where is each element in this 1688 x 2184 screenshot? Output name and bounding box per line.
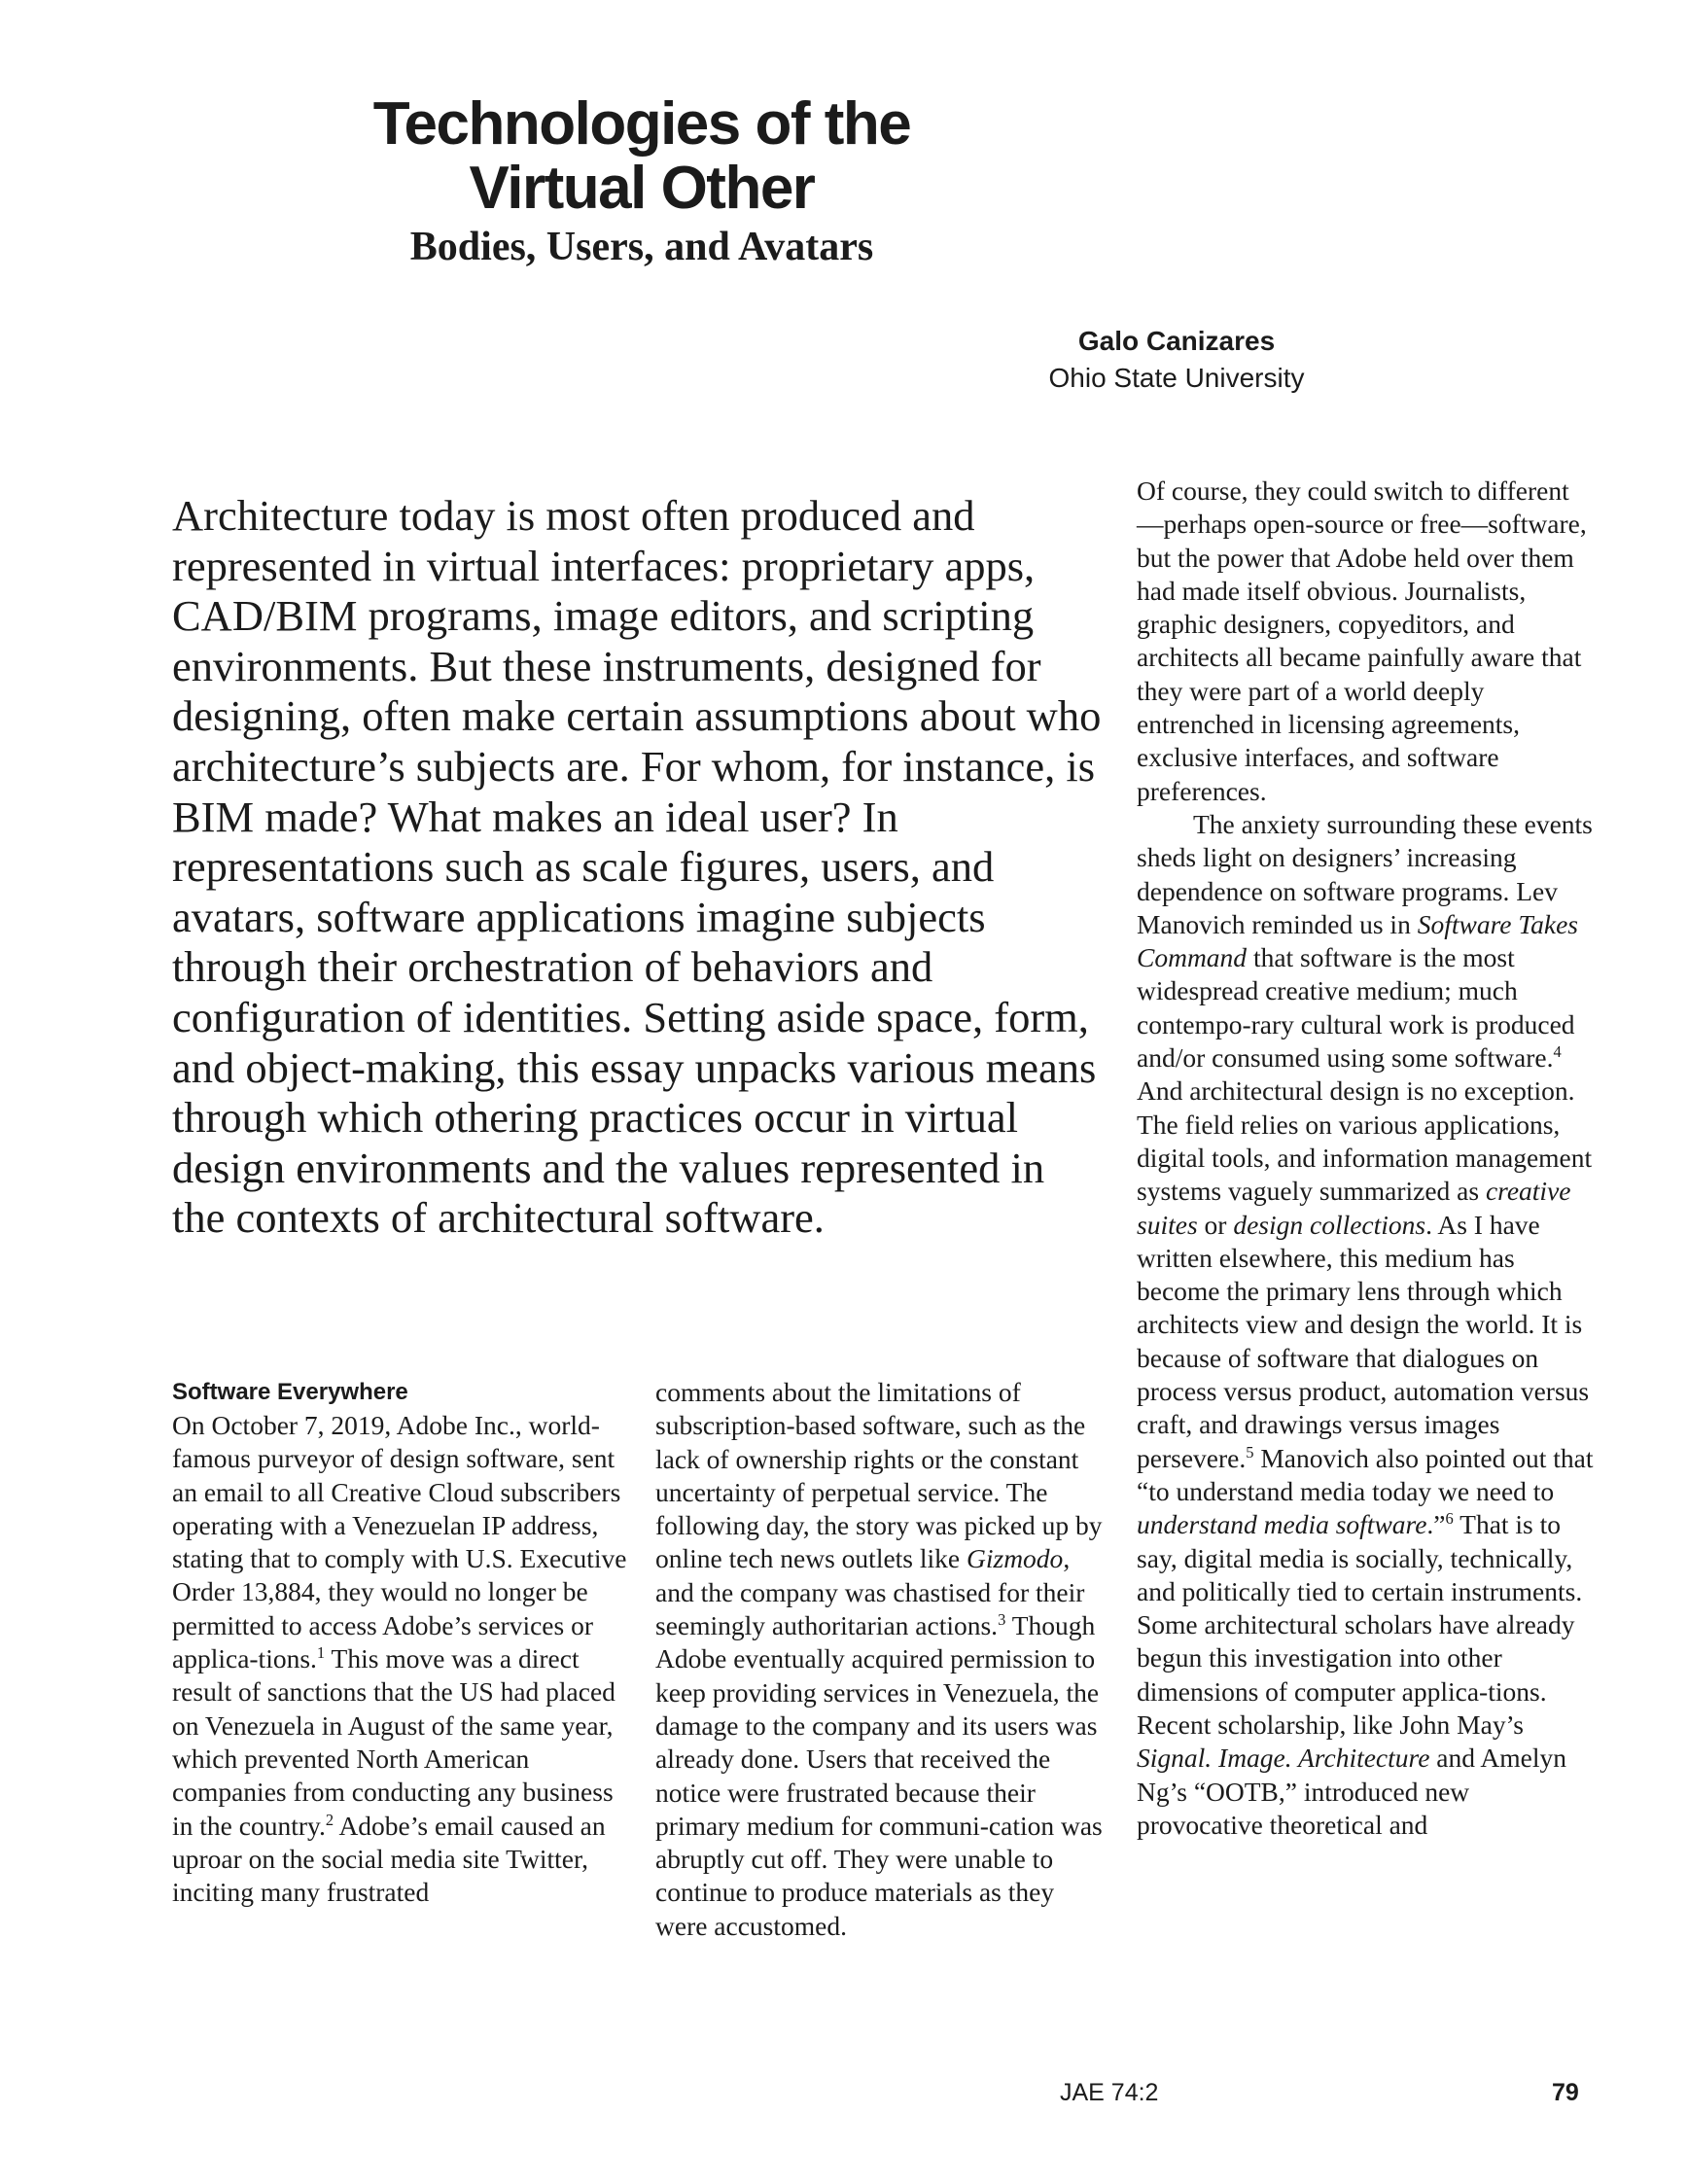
italic-term: creative suites [1137,1176,1571,1240]
text-run: or [1197,1209,1234,1240]
footnote-ref: 5 [1246,1442,1254,1462]
italic-title: Gizmodo [967,1543,1064,1574]
footnote-ref: 3 [998,1609,1006,1629]
text-run: This move was a direct result of sanctions that the US had placed on Venezuela in August of the same year, which prevented North American companies from conducting any business in the country. [172,1643,615,1841]
footnote-ref: 6 [1445,1509,1454,1529]
text-run: , and the company was chastised for their seemingly authoritarian actions. [655,1543,1085,1641]
text-run: Though Adobe eventually acquired permission to keep providing services in Venezuela, the damage to the company and its users was already done. Users that received the notice were frustrated because their primary medium for communi-cation was abruptly cut off. They were unable to continue to produce materials as they were accustomed. [655,1610,1103,1941]
text-run: On October 7, 2019, Adobe Inc., world-famous purveyor of design software, sent an email to all Creative Cloud subscribers operating with a Venezuelan IP address, stating that to comply with U.S. Executive Order 13,884, they would no longer be permitted to access Adobe’s services or applica-tions. [172,1410,627,1674]
journal-issue: JAE 74:2 [1060,2079,1159,2106]
text-run: Adobe’s email caused an uproar on the social media site Twitter, inciting many frustrated [172,1810,606,1908]
text-run: And architectural design is no exception. The field relies on various applications, digital tools, and information management systems vaguely summarized as [1137,1075,1593,1207]
text-run: comments about the limitations of subscription-based software, such as the lack of ownership rights or the constant uncertainty of perpetual service. The following day, the story was picked up by online tech news outlets like [655,1377,1103,1574]
text-run: That is to say, digital media is socially, technically, and politically tied to certain instruments. Some architectural scholars have already begun this investigation into other dimensions of computer applica-tions. Recent scholarship, like John May’s [1137,1509,1583,1740]
italic-title: Signal. Image. Architecture [1137,1743,1430,1774]
footnote-ref: 1 [316,1642,326,1662]
author-affiliation: Ohio State University [1048,363,1305,393]
body-column-2 [655,1376,1112,1943]
body-column-3 [1137,475,1594,1842]
article-subtitle: Bodies, Users, and Avatars [409,225,874,269]
paragraph [1137,808,1594,1842]
text-run: The anxiety surrounding these events sheds light on designers’ increasing dependence on software programs. Lev Manovich reminded us in [1137,808,1593,939]
italic-term: understand media software [1137,1509,1427,1540]
page-number: 79 [1552,2079,1579,2106]
italic-title: Software Takes Command [1137,908,1578,973]
text-run: .” [1426,1509,1446,1540]
author-block [933,323,1420,397]
author-name: Galo Canizares [1077,326,1276,356]
paragraph [655,1376,1112,1943]
text-run: that software is the most widespread creative medium; much contempo-rary cultural work is produced and/or consumed using some software. [1137,942,1575,1074]
footnote-ref: 4 [1553,1041,1562,1061]
text-run: and Amelyn Ng’s “OOTB,” introduced new provocative theoretical and [1137,1743,1566,1840]
paragraph [172,1409,629,1909]
footnote-ref: 2 [325,1810,334,1829]
abstract: Architecture today is most often produced and represented in virtual interfaces: proprietary apps, CAD/BIM programs, image editors, and scripting environments. But these instruments, designed for designing, often make certain assumptions about who architecture’s subjects are. For whom, for instance, is BIM made? What makes an ideal user? In representations such as scale figures, users, and avatars, software applications imagine subjects through their orchestration of behaviors and configuration of identities. Setting aside space, form, and object-making, this essay unpacks various means through which othering practices occur in virtual design environments and the values represented in the contexts of architectural software. [172,491,1102,1243]
body-column-1 [172,1376,629,1909]
section-heading: Software Everywhere [172,1379,408,1405]
italic-term: design collections [1233,1209,1426,1240]
title-line-2: Virtual Other [469,155,815,222]
text-run: Manovich also pointed out that “to understand media today we need to [1137,1442,1594,1506]
article-title [292,92,992,221]
title-line-1: Technologies of the [372,90,911,158]
paragraph: Of course, they could switch to different—perhaps open-source or free—software, but the power that Adobe held over them had made itself obvious. Journalists, graphic designers, copyeditors, and architects all became painfully aware that they were part of a world deeply entrenched in licensing agreements, exclusive interfaces, and software preferences. [1137,476,1587,806]
text-run: . As I have written elsewhere, this medium has become the primary lens through which architects view and design the world. It is because of software that dialogues on process versus product, automation versus craft, and drawings versus images persevere. [1137,1209,1590,1473]
